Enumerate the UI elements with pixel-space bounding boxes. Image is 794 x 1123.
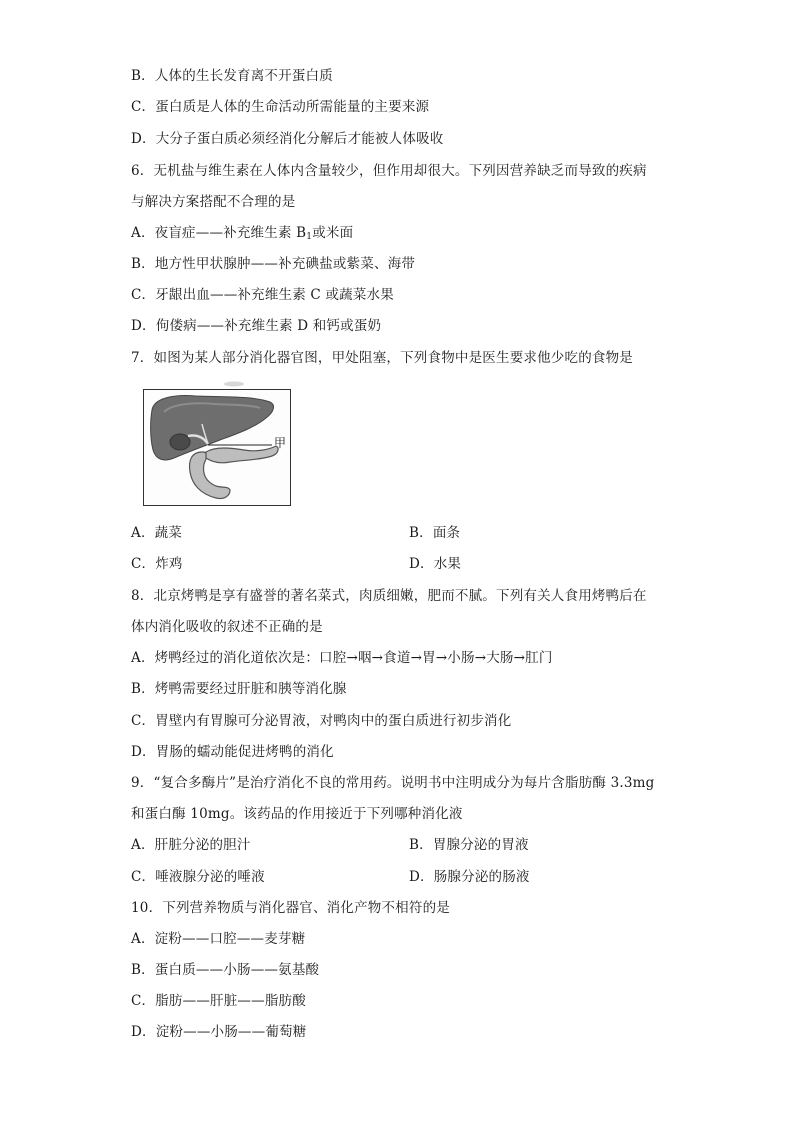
q8-stem-line-1: 8．北京烤鸭是享有盛誉的著名菜式，肉质细嫩，肥而不腻。下列有关人食用烤鸭后在 — [131, 588, 647, 604]
q9-option-c: C．唾液腺分泌的唾液 — [131, 869, 265, 885]
q9-option-b: B．胃腺分泌的胃液 — [409, 837, 529, 853]
digestive-organs-figure — [143, 389, 291, 506]
q6-option-a-suffix: 或米面 — [312, 225, 354, 241]
q6-stem-line-1: 6．无机盐与维生素在人体内含量较少，但作用却很大。下列因营养缺乏而导致的疾病 — [131, 163, 647, 179]
q10-option-c: C．脂肪——肝脏——脂肪酸 — [131, 993, 306, 1009]
q6-option-a-text: A．夜盲症——补充维生素 B — [131, 225, 307, 241]
q9-option-a: A．肝脏分泌的胆汁 — [131, 837, 251, 853]
q7-option-c: C．炸鸡 — [131, 556, 183, 572]
q7-option-d: D．水果 — [409, 556, 462, 572]
q10-stem: 10．下列营养物质与消化器官、消化产物不相符的是 — [131, 900, 450, 916]
q6-option-d: D．佝偻病——补充维生素 D 和钙或蛋奶 — [131, 318, 382, 334]
figure-label-jia: 甲 — [274, 436, 287, 450]
q9-stem-line-1: 9．“复合多酶片”是治疗消化不良的常用药。说明书中注明成分为每片含脂肪酶 3.3mg — [131, 775, 655, 791]
q8-option-a: A．烤鸭经过的消化道依次是：口腔→咽→食道→胃→小肠→大肠→肛门 — [131, 650, 553, 666]
q7-stem: 7．如图为某人部分消化器官图，甲处阻塞，下列食物中是医生要求他少吃的食物是 — [131, 350, 633, 366]
q8-stem-line-2: 体内消化吸收的叙述不正确的是 — [131, 619, 323, 635]
q7-option-a: A．蔬菜 — [131, 525, 183, 541]
q8-option-c: C．胃壁内有胃腺可分泌胃液，对鸭肉中的蛋白质进行初步消化 — [131, 713, 512, 729]
q10-option-b: B．蛋白质——小肠——氨基酸 — [131, 962, 320, 978]
q8-option-d: D．胃肠的蠕动能促进烤鸭的消化 — [131, 744, 334, 760]
q10-option-d: D．淀粉——小肠——葡萄糖 — [131, 1024, 307, 1040]
q6-option-b: B．地方性甲状腺肿——补充碘盐或紫菜、海带 — [131, 256, 416, 272]
q6-stem-line-2: 与解决方案搭配不合理的是 — [131, 194, 296, 210]
q9-stem-line-2: 和蛋白酶 10mg。该药品的作用接近于下列哪种消化液 — [131, 806, 463, 822]
pancreas-shape — [206, 446, 278, 463]
q8-option-b: B．烤鸭需要经过肝脏和胰等消化腺 — [131, 681, 347, 697]
q9-option-d: D．肠腺分泌的肠液 — [409, 869, 530, 885]
q10-option-a: A．淀粉——口腔——麦芽糖 — [131, 931, 306, 947]
q5-option-b: B．人体的生长发育离不开蛋白质 — [131, 68, 333, 84]
q6-option-c: C．牙龈出血——补充维生素 C 或蔬菜水果 — [131, 287, 394, 303]
q6-option-a-subscript: 1 — [306, 232, 313, 242]
q5-option-d: D．大分子蛋白质必须经消化分解后才能被人体吸收 — [131, 131, 444, 147]
scan-smudge — [223, 380, 245, 388]
q5-option-c: C．蛋白质是人体的生命活动所需能量的主要来源 — [131, 99, 430, 115]
q7-option-b: B．面条 — [409, 525, 461, 541]
liver-pancreas-illustration — [144, 390, 290, 505]
q6-option-a — [131, 223, 353, 243]
gallbladder-shape — [170, 434, 190, 450]
